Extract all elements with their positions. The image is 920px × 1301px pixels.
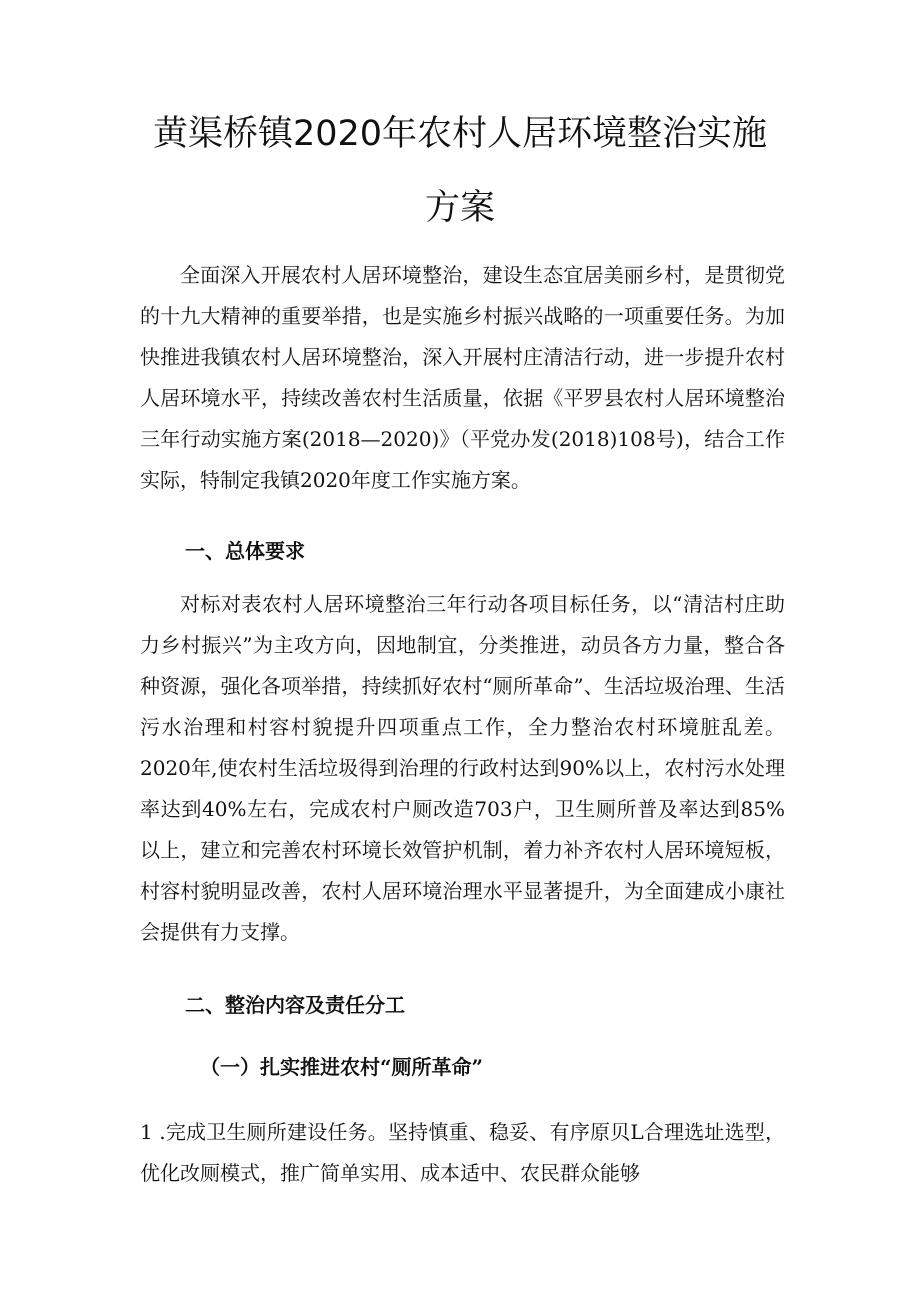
- section-heading-general-requirements: 一、总体要求: [185, 539, 305, 563]
- general-requirements-paragraph: 对标对表农村人居环境整治三年行动各项目标任务，以“清洁村庄助力乡村振兴”为主攻方向，因地制宜，分类推进，动员各方力量，整合各种资源，强化各项举措，持续抓好农村“厕所革命”、生活垃圾治理、生活污水治理和村容村貌提升四项重点工作，全力整治农村环境脏乱差。2020年,使农村生活垃圾得到治理的行政村达到90%以上，农村污水处理率达到40%左右，完成农村户厕改造703户，卫生厕所普及率达到85%以上，建立和完善农村环境长效管护机制，着力补齐农村人居环境短板，村容村貌明显改善，农村人居环境治理水平显著提升，为全面建成小康社会提供有力支撑。: [140, 592, 785, 944]
- document-title-line-1: 黄渠桥镇2020年农村人居环境整治实施: [152, 114, 768, 154]
- document-title-line-2: 方案: [424, 188, 495, 228]
- subsection-heading-toilet-revolution: （一）扎实推进农村“厕所革命”: [200, 1055, 484, 1079]
- section-heading-content-and-responsibilities: 二、整治内容及责任分工: [185, 993, 405, 1017]
- item-1-paragraph: 1 .完成卫生厕所建设任务。坚持慎重、稳妥、有序原贝L合理选址选型，优化改厕模式，推广简单实用、成本适中、农民群众能够: [140, 1120, 785, 1185]
- intro-paragraph: 全面深入开展农村人居环境整治，建设生态宜居美丽乡村，是贯彻党的十九大精神的重要举措，也是实施乡村振兴战略的一项重要任务。为加快推进我镇农村人居环境整治，深入开展村庄清洁行动，进一步提升农村人居环境水平，持续改善农村生活质量，依据《平罗县农村人居环境整治三年行动实施方案(2018—2020)》（平党办发(2018)108号)，结合工作实际，特制定我镇2020年度工作实施方案。: [140, 263, 785, 492]
